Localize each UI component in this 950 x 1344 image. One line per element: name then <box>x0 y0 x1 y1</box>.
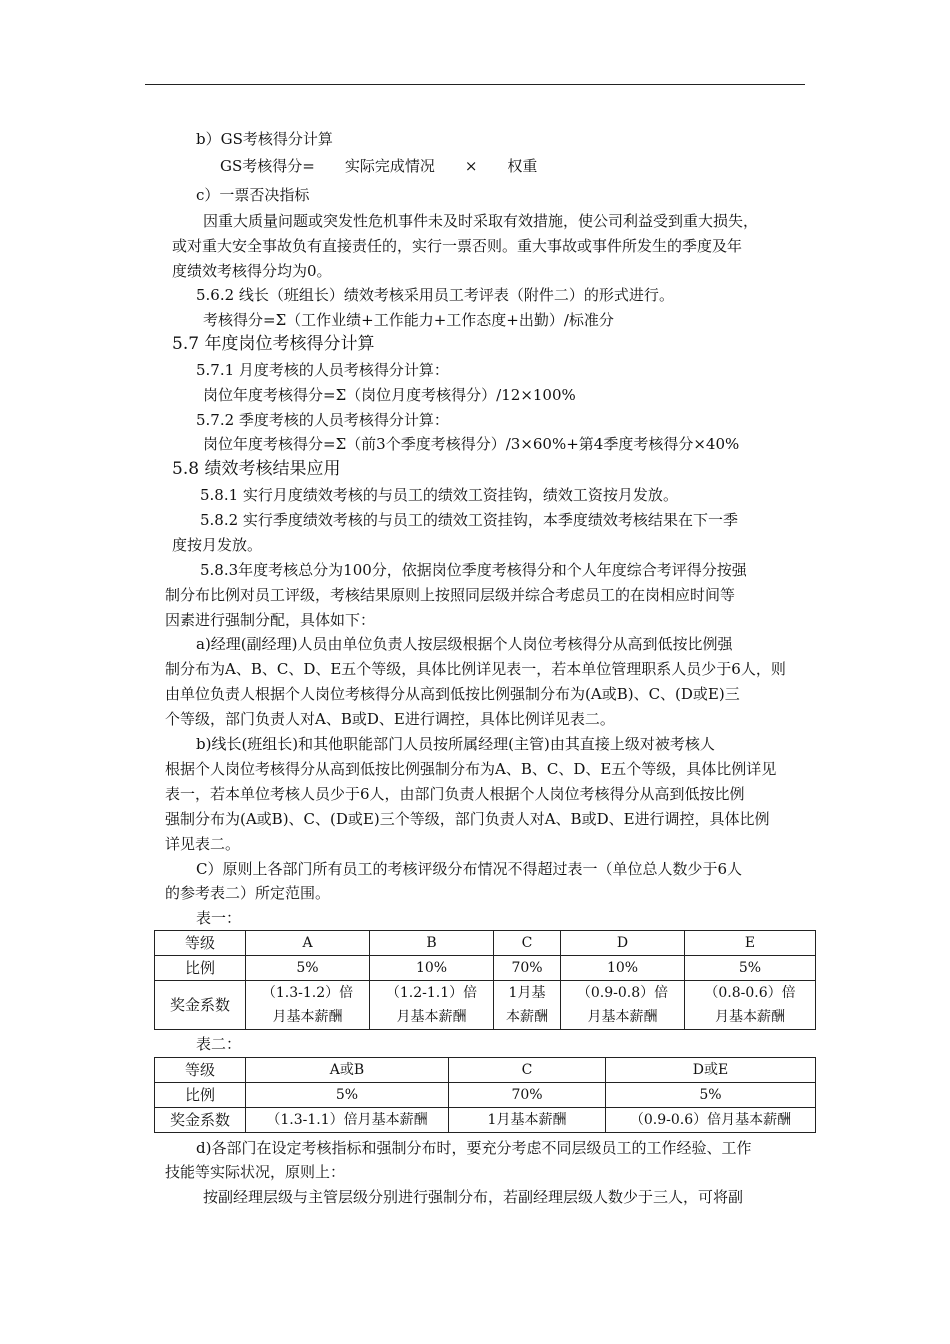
clause-5-6-2-formula: 考核得分=Σ（工作业绩+工作能力+工作态度+出勤）/标准分 <box>203 311 614 329</box>
item-c-line-2: 的参考表二）所定范围。 <box>165 884 331 902</box>
table-2-label-grade: 等级 <box>155 1058 246 1083</box>
table-2-ratio-c: 70% <box>449 1083 606 1108</box>
clause-5-8-2-line-1: 5.8.2 实行季度绩效考核的与员工的绩效工资挂钩，本季度绩效考核结果在下一季 <box>200 511 738 529</box>
table-2-ratio-ab: 5% <box>246 1083 449 1108</box>
table-1-grade-row <box>155 931 816 956</box>
table-2-bonus-row <box>155 1108 816 1133</box>
table-1 <box>154 930 816 1030</box>
table-2-ratio-de: 5% <box>606 1083 816 1108</box>
table-2-bonus-de: （0.9-0.6）倍月基本薪酬 <box>606 1108 816 1133</box>
clause-5-7-1: 5.7.1 月度考核的人员考核得分计算： <box>196 361 449 379</box>
item-d-line-1: d)各部门在设定考核指标和强制分布时，要充分考虑不同层级员工的工作经验、工作 <box>196 1139 752 1157</box>
item-b-line-1: b)线长(班组长)和其他职能部门人员按所属经理(主管)由其直接上级对被考核人 <box>196 735 715 753</box>
final-line: 按副经理层级与主管层级分别进行强制分布，若副经理层级人数少于三人，可将副 <box>203 1188 744 1206</box>
table-2-grade-c: C <box>449 1058 606 1083</box>
table-1-label-bonus: 奖金系数 <box>155 981 246 1030</box>
item-a-line-1: a)经理(副经理)人员由单位负责人按层级根据个人岗位考核得分从高到低按比例强 <box>196 635 733 653</box>
table-2-caption: 表二： <box>196 1035 242 1053</box>
item-b-line-4: 强制分布为(A或B)、C、(D或E)三个等级，部门负责人对A、B或D、E进行调控，具体比例 <box>165 810 770 828</box>
table-1-bonus-d: （0.9-0.8）倍 月基本薪酬 <box>561 981 685 1030</box>
item-c-line-1: C）原则上各部门所有员工的考核评级分布情况不得超过表一（单位总人数少于6人 <box>196 860 743 878</box>
header-rule <box>145 84 805 85</box>
table-1-label-ratio: 比例 <box>155 956 246 981</box>
table-2-ratio-row <box>155 1083 816 1108</box>
table-1-ratio-d: 10% <box>561 956 685 981</box>
table-2-grade-row <box>155 1058 816 1083</box>
table-1-ratio-a: 5% <box>246 956 370 981</box>
veto-line-1: 因重大质量问题或突发性危机事件未及时采取有效措施，使公司利益受到重大损失， <box>203 212 759 230</box>
clause-5-8-1: 5.8.1 实行月度绩效考核的与员工的绩效工资挂钩，绩效工资按月发放。 <box>200 486 678 504</box>
table-1-ratio-e: 5% <box>685 956 816 981</box>
clause-5-8-3-line-1: 5.8.3年度考核总分为100分，依据岗位季度考核得分和个人年度综合考评得分按强 <box>200 561 747 579</box>
table-1-bonus-e: （0.8-0.6）倍 月基本薪酬 <box>685 981 816 1030</box>
gs-formula: GS考核得分= 实际完成情况 × 权重 <box>220 157 538 175</box>
table-2-bonus-c: 1月基本薪酬 <box>449 1108 606 1133</box>
table-2-grade-de: D或E <box>606 1058 816 1083</box>
table-1-grade-d: D <box>561 931 685 956</box>
table-1-bonus-row <box>155 981 816 1030</box>
section-b-title: b）GS考核得分计算 <box>196 130 333 148</box>
heading-5-7: 5.7 年度岗位考核得分计算 <box>172 334 375 354</box>
table-1-ratio-c: 70% <box>494 956 561 981</box>
table-1-bonus-b: （1.2-1.1）倍 月基本薪酬 <box>370 981 494 1030</box>
item-a-line-2: 制分布为A、B、C、D、E五个等级，具体比例详见表一，若本单位管理职系人员少于6人，则 <box>165 660 786 678</box>
item-b-line-5: 详见表二。 <box>165 835 241 853</box>
table-1-bonus-c: 1月基 本薪酬 <box>494 981 561 1030</box>
table-1-ratio-b: 10% <box>370 956 494 981</box>
table-1-grade-c: C <box>494 931 561 956</box>
table-2-bonus-ab: （1.3-1.1）倍月基本薪酬 <box>246 1108 449 1133</box>
veto-line-3: 度绩效考核得分均为0。 <box>172 262 332 280</box>
item-a-line-4: 个等级，部门负责人对A、B或D、E进行调控，具体比例详见表二。 <box>165 710 615 728</box>
clause-5-7-1-formula: 岗位年度考核得分=Σ（岗位月度考核得分）/12×100% <box>203 386 576 404</box>
table-1-bonus-a: （1.3-1.2）倍 月基本薪酬 <box>246 981 370 1030</box>
clause-5-7-2: 5.7.2 季度考核的人员考核得分计算： <box>196 411 449 429</box>
table-1-grade-a: A <box>246 931 370 956</box>
clause-5-8-3-line-2: 制分布比例对员工评级，考核结果原则上按照同层级并综合考虑员工的在岗相应时间等 <box>165 586 736 604</box>
heading-5-8: 5.8 绩效考核结果应用 <box>172 459 341 479</box>
clause-5-8-2-line-2: 度按月发放。 <box>172 536 263 554</box>
section-c-title: c）一票否决指标 <box>196 186 310 204</box>
item-b-line-2: 根据个人岗位考核得分从高到低按比例强制分布为A、B、C、D、E五个等级，具体比例详见 <box>165 760 777 778</box>
clause-5-6-2: 5.6.2 线长（班组长）绩效考核采用员工考评表（附件二）的形式进行。 <box>196 286 674 304</box>
table-2-label-ratio: 比例 <box>155 1083 246 1108</box>
veto-line-2: 或对重大安全事故负有直接责任的，实行一票否则。重大事故或事件所发生的季度及年 <box>172 237 743 255</box>
item-a-line-3: 由单位负责人根据个人岗位考核得分从高到低按比例强制分布为(A或B)、C、(D或E)三 <box>165 685 740 703</box>
table-2-label-bonus: 奖金系数 <box>155 1108 246 1133</box>
table-1-caption: 表一： <box>196 909 242 927</box>
item-d-line-2: 技能等实际状况，原则上： <box>165 1163 346 1181</box>
table-1-label-grade: 等级 <box>155 931 246 956</box>
table-1-ratio-row <box>155 956 816 981</box>
item-b-line-3: 表一，若本单位考核人员少于6人，由部门负责人根据个人岗位考核得分从高到低按比例 <box>165 785 745 803</box>
table-2 <box>154 1057 816 1133</box>
clause-5-8-3-line-3: 因素进行强制分配，具体如下： <box>165 611 376 629</box>
table-1-grade-e: E <box>685 931 816 956</box>
clause-5-7-2-formula: 岗位年度考核得分=Σ（前3个季度考核得分）/3×60%+第4季度考核得分×40% <box>203 435 740 453</box>
table-2-grade-ab: A或B <box>246 1058 449 1083</box>
table-1-grade-b: B <box>370 931 494 956</box>
